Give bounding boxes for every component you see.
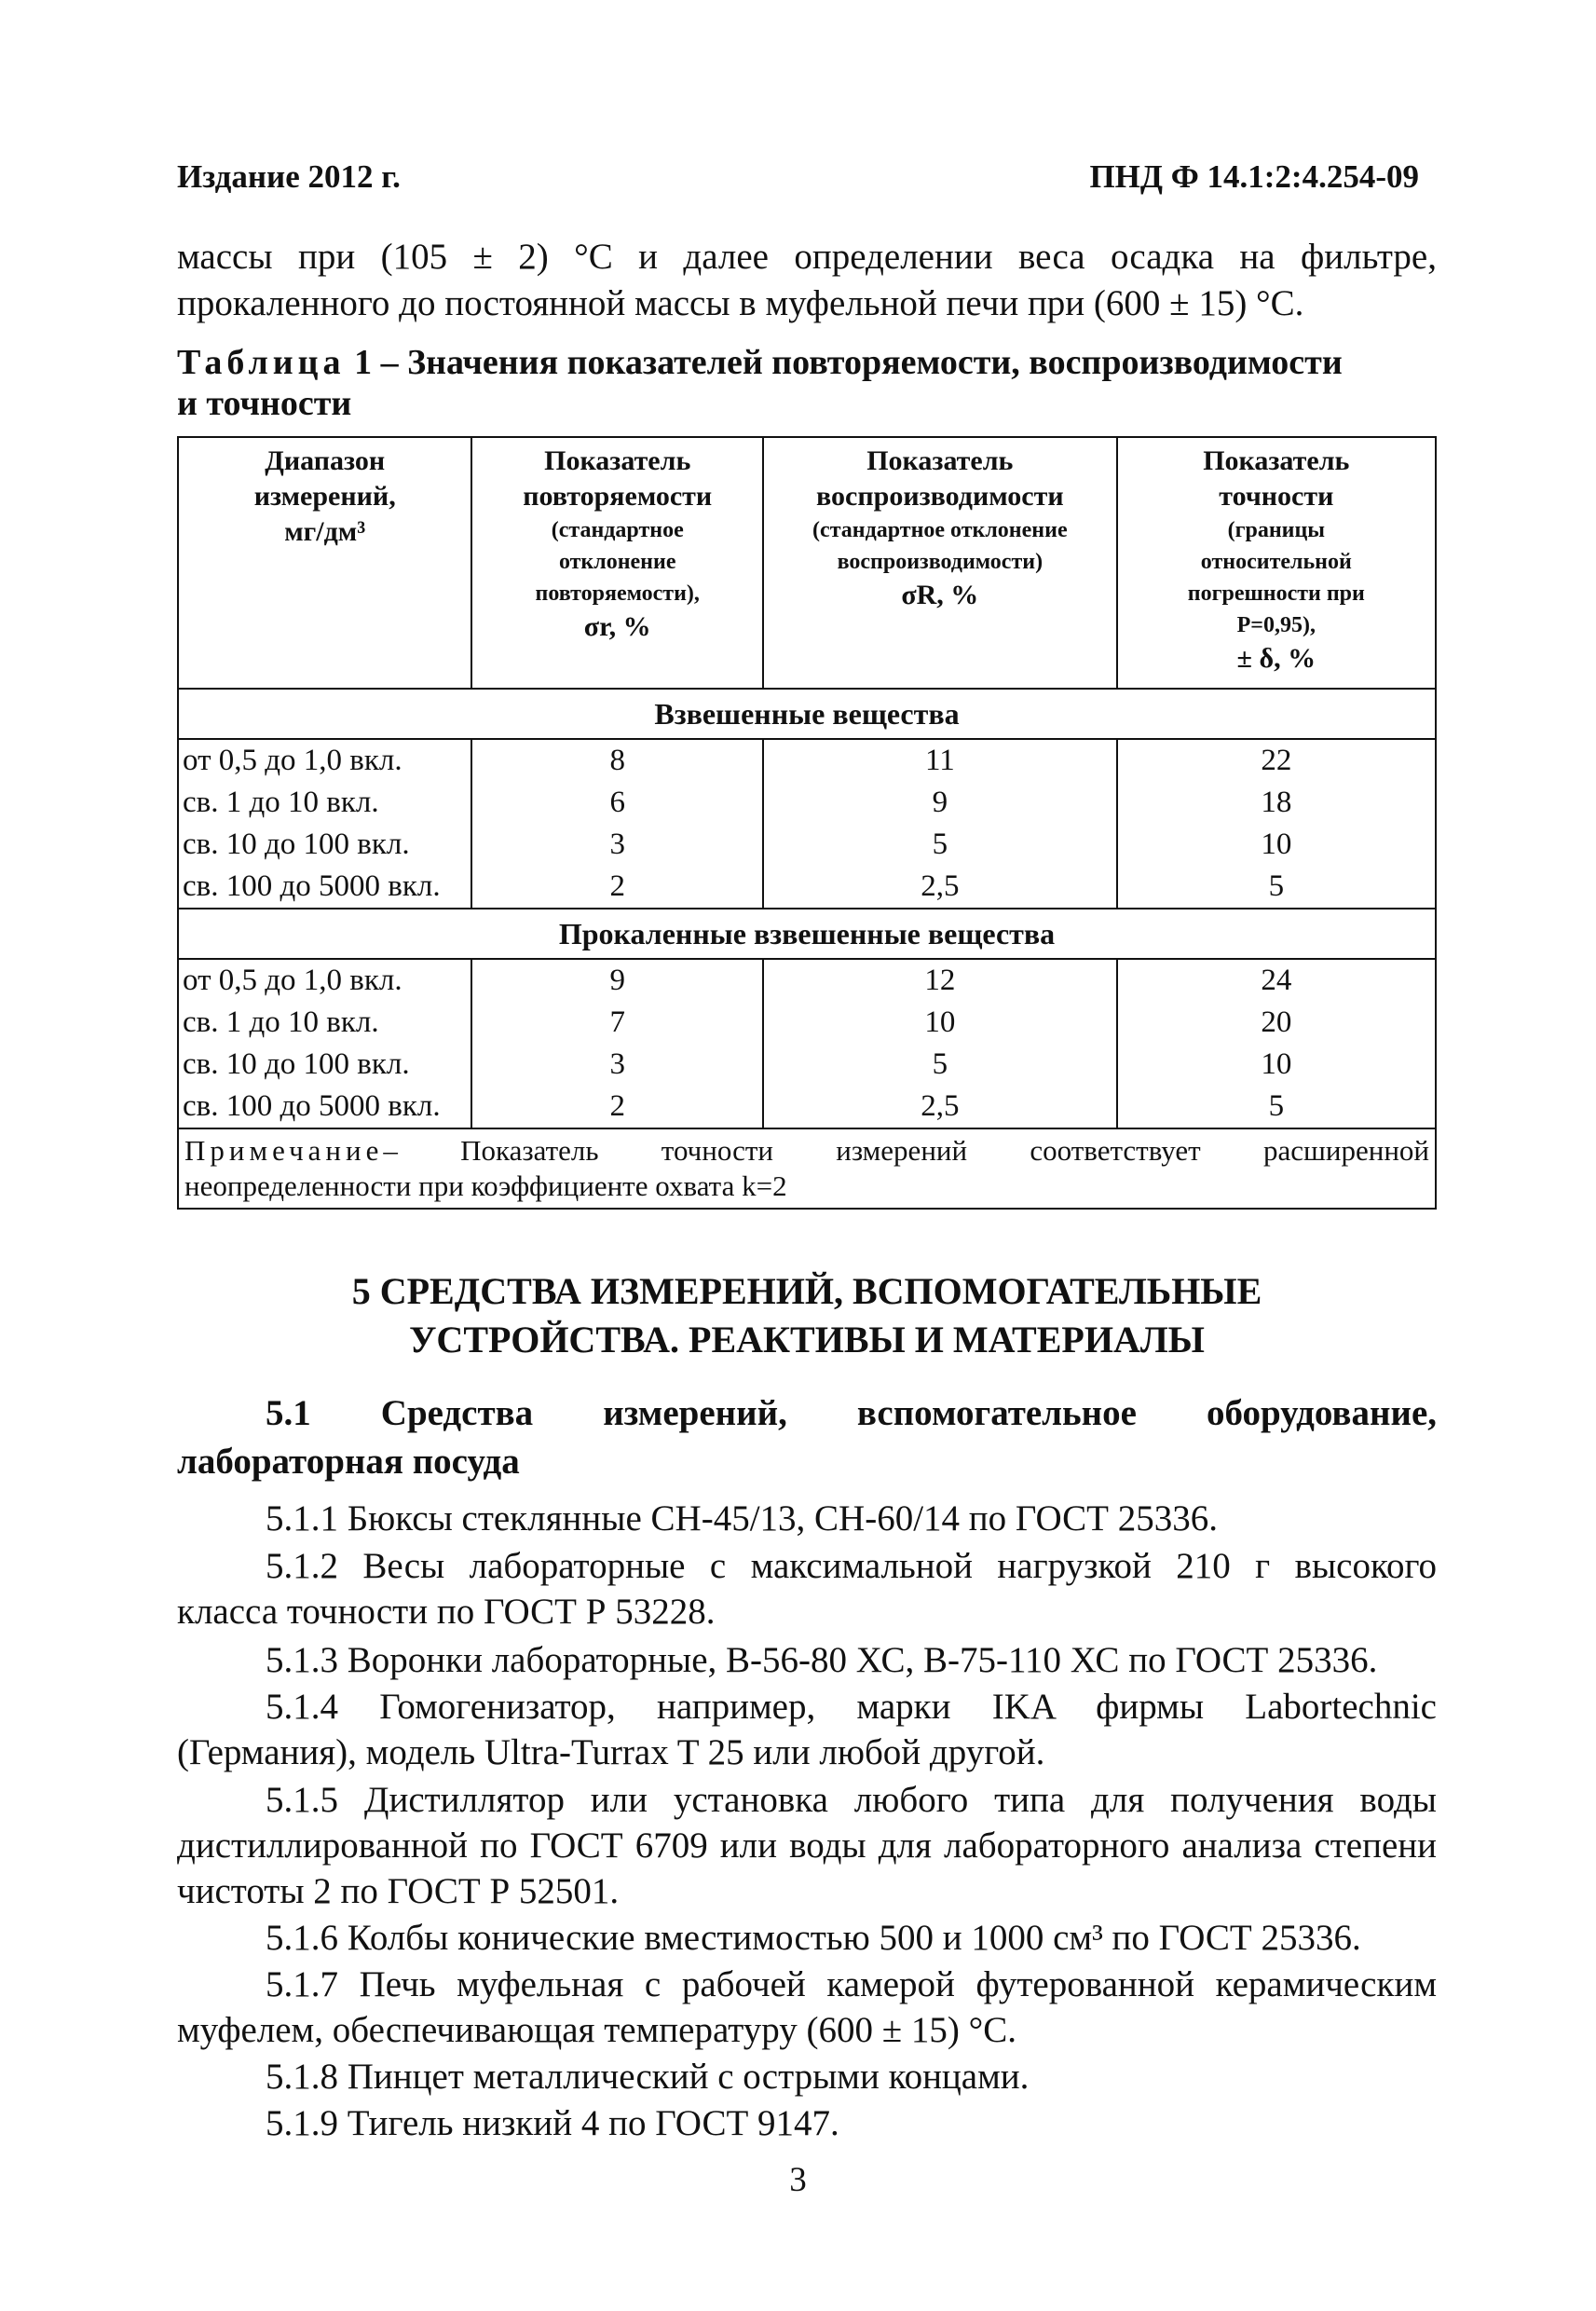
document-code-header: ПНД Ф 14.1:2:4.254-09 (1089, 158, 1419, 195)
table-caption-line-2: и точности (177, 384, 352, 423)
subsection-heading-line-2: лабораторная посуда (177, 1442, 520, 1482)
table-note-line-2: неопределенности при коэффициенте охвата k=2 (184, 1169, 787, 1202)
table-note-line-1: Примечание– Показатель точности измерений соответствует расширенной (184, 1134, 1429, 1167)
item-5-1-7: 5.1.7 Печь муфельная с рабочей камерой футерованной керамическим (266, 1964, 1437, 2004)
intro-line-1: массы при (105 ± 2) °С и далее определении веса осадка на фильтре, (177, 237, 1437, 277)
intro-line-2: прокаленного до постоянной массы в муфельной печи при (600 ± 15) °С. (177, 283, 1304, 323)
item-5-1-6: 5.1.6 Колбы конические вместимостью 500 и 1000 см³ по ГОСТ 25336. (266, 1918, 1361, 1958)
group-header-row (178, 909, 1436, 959)
group-values-row (178, 739, 1436, 909)
item-5-1-4: 5.1.4 Гомогенизатор, например, марки IKA фирмы Labortechnic (266, 1687, 1437, 1727)
table-caption-title: 1 – Значения показателей повторяемости, воспроизводимости (354, 343, 1343, 382)
item-5-1-7-cont: муфелем, обеспечивающая температуру (600 ± 15) °С. (177, 2010, 1016, 2050)
table-note-row (178, 1128, 1436, 1209)
table-caption (177, 342, 1437, 383)
repeatability-cell: 8 6 3 2 (471, 739, 763, 909)
section-heading-line-1: 5 СРЕДСТВА ИЗМЕРЕНИЙ, ВСПОМОГАТЕЛЬНЫЕ (351, 1270, 1262, 1312)
group-title: Прокаленные взвешенные вещества (178, 909, 1436, 959)
range-cell: от 0,5 до 1,0 вкл. св. 1 до 10 вкл. св. 10 до 100 вкл. св. 100 до 5000 вкл. (178, 959, 471, 1128)
item-5-1-4-cont: (Германия), модель Ultra-Turrax T 25 или любой другой. (177, 1732, 1045, 1772)
group-values-row (178, 959, 1436, 1128)
item-5-1-3: 5.1.3 Воронки лабораторные, В-56-80 ХС, В-75-110 ХС по ГОСТ 25336. (266, 1640, 1378, 1680)
header-range: Диапазон измерений, мг/дм³ (178, 437, 471, 689)
table-note-label: Примечание (184, 1134, 384, 1167)
accuracy-cell: 22 18 10 5 (1117, 739, 1436, 909)
group-header-row (178, 689, 1436, 739)
header-repeatability: Показатель повторяемости (стандартное отклонение повторяемости), σr, % (471, 437, 763, 689)
item-5-1-2: 5.1.2 Весы лабораторные с максимальной нагрузкой 210 г высокого (266, 1546, 1437, 1586)
page-number: 3 (789, 2161, 807, 2199)
item-5-1-5-cont-1: дистиллированной по ГОСТ 6709 или воды для лабораторного анализа степени (177, 1826, 1437, 1866)
item-5-1-5: 5.1.5 Дистиллятор или установка любого типа для получения воды (266, 1780, 1437, 1820)
table-header-row (178, 437, 1436, 689)
reproducibility-cell: 11 9 5 2,5 (763, 739, 1117, 909)
edition-header: Издание 2012 г. (177, 158, 401, 195)
table-note (178, 1128, 1436, 1209)
reproducibility-cell: 12 10 5 2,5 (763, 959, 1117, 1128)
group-title: Взвешенные вещества (178, 689, 1436, 739)
table-caption-label: Таблица (177, 343, 346, 382)
item-5-1-9: 5.1.9 Тигель низкий 4 по ГОСТ 9147. (266, 2103, 839, 2143)
item-5-1-8: 5.1.8 Пинцет металлический с острыми концами. (266, 2057, 1030, 2097)
item-5-1-1: 5.1.1 Бюксы стеклянные СН-45/13, СН-60/14 по ГОСТ 25336. (266, 1498, 1218, 1538)
range-cell: от 0,5 до 1,0 вкл. св. 1 до 10 вкл. св. 10 до 100 вкл. св. 100 до 5000 вкл. (178, 739, 471, 909)
subsection-heading-line-1: 5.1 Средства измерений, вспомогательное оборудование, (266, 1393, 1437, 1433)
accuracy-cell: 24 20 10 5 (1117, 959, 1436, 1128)
repeatability-cell: 9 7 3 2 (471, 959, 763, 1128)
item-5-1-2-cont: класса точности по ГОСТ Р 53228. (177, 1592, 716, 1632)
header-reproducibility: Показатель воспроизводимости (стандартное отклонение воспроизводимости) σR, % (763, 437, 1117, 689)
item-5-1-5-cont-2: чистоты 2 по ГОСТ Р 52501. (177, 1871, 620, 1911)
section-heading-line-2: УСТРОЙСТВА. РЕАКТИВЫ И МАТЕРИАЛЫ (409, 1319, 1205, 1361)
header-accuracy: Показатель точности (границы относительной погрешности при P=0,95), ± δ, % (1117, 437, 1436, 689)
indicators-table (177, 436, 1437, 1210)
